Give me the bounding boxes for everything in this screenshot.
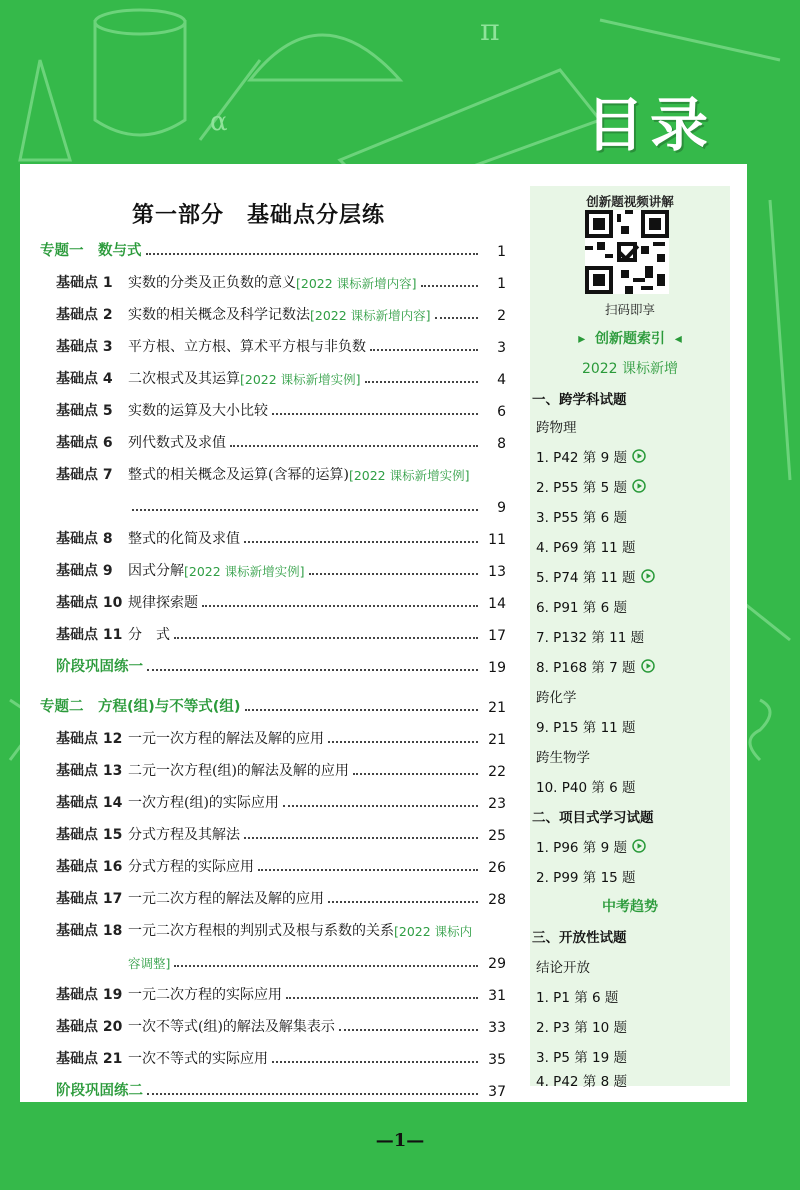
- play-video-icon[interactable]: [641, 569, 655, 583]
- qr-code[interactable]: [585, 210, 669, 294]
- toc-row-8[interactable]: 基础点 8 整式的化简及求值 11: [56, 531, 506, 548]
- play-video-icon[interactable]: [641, 659, 655, 673]
- toc-row-10[interactable]: 基础点 10 规律探索题 14: [56, 595, 506, 612]
- index-item[interactable]: 6. P91 第 6 题: [536, 600, 627, 616]
- toc-row-9[interactable]: 基础点 9 因式分解 [2022 课标新增实例] 13: [56, 563, 506, 580]
- new-2022-heading: 2022 课标新增: [581, 361, 679, 377]
- index-item[interactable]: 9. P15 第 11 题: [536, 720, 636, 736]
- svg-text:α: α: [210, 107, 228, 137]
- triangle-left-icon: ◂: [665, 331, 682, 347]
- category-cross-discipline: 一、跨学科试题: [532, 392, 627, 408]
- innovation-index-panel: [530, 186, 730, 1086]
- qr-title: 创新题视频讲解: [586, 194, 674, 209]
- qr-caption: 扫码即享: [604, 302, 655, 317]
- index-item[interactable]: 3. P55 第 6 题: [536, 510, 627, 526]
- sub-physics: 跨物理: [536, 420, 577, 436]
- index-item[interactable]: 4. P69 第 11 题: [536, 540, 636, 556]
- qr-code-icon: [585, 210, 669, 294]
- toc-row-1[interactable]: 基础点 1 实数的分类及正负数的意义 [2022 课标新增内容] 1: [56, 275, 506, 292]
- toc-section-2[interactable]: 专题二 方程(组)与不等式(组) 21: [40, 699, 506, 716]
- sub-biology: 跨生物学: [536, 750, 590, 766]
- toc-row-7[interactable]: 基础点 7 整式的相关概念及运算(含幂的运算) [2022 课标新增实例]: [56, 467, 470, 483]
- play-video-icon[interactable]: [632, 839, 646, 853]
- toc-row-7-cont[interactable]: 9: [40, 494, 506, 516]
- sub-chemistry: 跨化学: [536, 690, 577, 706]
- index-item[interactable]: 5. P74 第 11 题: [536, 566, 655, 586]
- toc-row-4[interactable]: 基础点 4 二次根式及其运算 [2022 课标新增实例] 4: [56, 371, 506, 388]
- index-item[interactable]: 3. P5 第 19 题: [536, 1050, 627, 1066]
- index-item[interactable]: 2. P55 第 5 题: [536, 476, 646, 496]
- category-open: 三、开放性试题: [532, 930, 627, 946]
- toc-row-18[interactable]: 基础点 18 一元二次方程根的判别式及根与系数的关系 [2022 课标内: [56, 923, 473, 939]
- triangle-right-icon: ▸: [578, 331, 595, 347]
- part-heading: 第一部分 基础点分层练: [132, 202, 386, 228]
- index-item[interactable]: 1. P96 第 9 题: [536, 836, 646, 856]
- toc-row-13[interactable]: 基础点 13 二元一次方程(组)的解法及解的应用 22: [56, 763, 506, 780]
- toc-stage-1[interactable]: 阶段巩固练一 19: [56, 659, 506, 676]
- toc-row-2[interactable]: 基础点 2 实数的相关概念及科学记数法 [2022 课标新增内容] 2: [56, 307, 506, 324]
- index-title: ▸ 创新题索引 ◂: [578, 331, 682, 347]
- svg-text:π: π: [480, 13, 500, 48]
- toc-row-6[interactable]: 基础点 6 列代数式及求值 8: [56, 435, 506, 452]
- toc-row-5[interactable]: 基础点 5 实数的运算及大小比较 6: [56, 403, 506, 420]
- index-item[interactable]: 8. P168 第 7 题: [536, 656, 655, 676]
- toc-row-12[interactable]: 基础点 12 一元一次方程的解法及解的应用 21: [56, 731, 506, 748]
- index-item[interactable]: 2. P99 第 15 题: [536, 870, 636, 886]
- toc-row-17[interactable]: 基础点 17 一元二次方程的解法及解的应用 28: [56, 891, 506, 908]
- page-number: —1—: [375, 1130, 425, 1151]
- sub-open-conclusion: 结论开放: [536, 960, 590, 976]
- index-item[interactable]: 1. P1 第 6 题: [536, 990, 619, 1006]
- index-item[interactable]: 2. P3 第 10 题: [536, 1020, 627, 1036]
- toc-row-19[interactable]: 基础点 19 一元二次方程的实际应用 31: [56, 987, 506, 1004]
- toc-stage-2[interactable]: 阶段巩固练二 37: [56, 1083, 506, 1100]
- toc-row-18-cont[interactable]: 容调整] 29: [128, 956, 506, 972]
- toc-row-16[interactable]: 基础点 16 分式方程的实际应用 26: [56, 859, 506, 876]
- index-item[interactable]: 7. P132 第 11 题: [536, 630, 645, 646]
- toc-section-1[interactable]: 专题一 数与式 1: [40, 243, 506, 260]
- toc-row-3[interactable]: 基础点 3 平方根、立方根、算术平方根与非负数 3: [56, 339, 506, 356]
- contents-title: 目录: [585, 91, 714, 159]
- index-item[interactable]: 10. P40 第 6 题: [536, 780, 636, 796]
- play-video-icon[interactable]: [632, 479, 646, 493]
- toc-row-21[interactable]: 基础点 21 一次不等式的实际应用 35: [56, 1051, 506, 1068]
- index-item[interactable]: 4. P42 第 8 题: [536, 1074, 627, 1090]
- toc-row-14[interactable]: 基础点 14 一次方程(组)的实际应用 23: [56, 795, 506, 812]
- toc-row-15[interactable]: 基础点 15 分式方程及其解法 25: [56, 827, 506, 844]
- toc-row-11[interactable]: 基础点 11 分 式 17: [56, 627, 506, 644]
- play-video-icon[interactable]: [632, 449, 646, 463]
- trend-heading: 中考趋势: [602, 899, 658, 915]
- index-item[interactable]: 1. P42 第 9 题: [536, 446, 646, 466]
- category-project: 二、项目式学习试题: [532, 810, 654, 826]
- toc-row-20[interactable]: 基础点 20 一次不等式(组)的解法及解集表示 33: [56, 1019, 506, 1036]
